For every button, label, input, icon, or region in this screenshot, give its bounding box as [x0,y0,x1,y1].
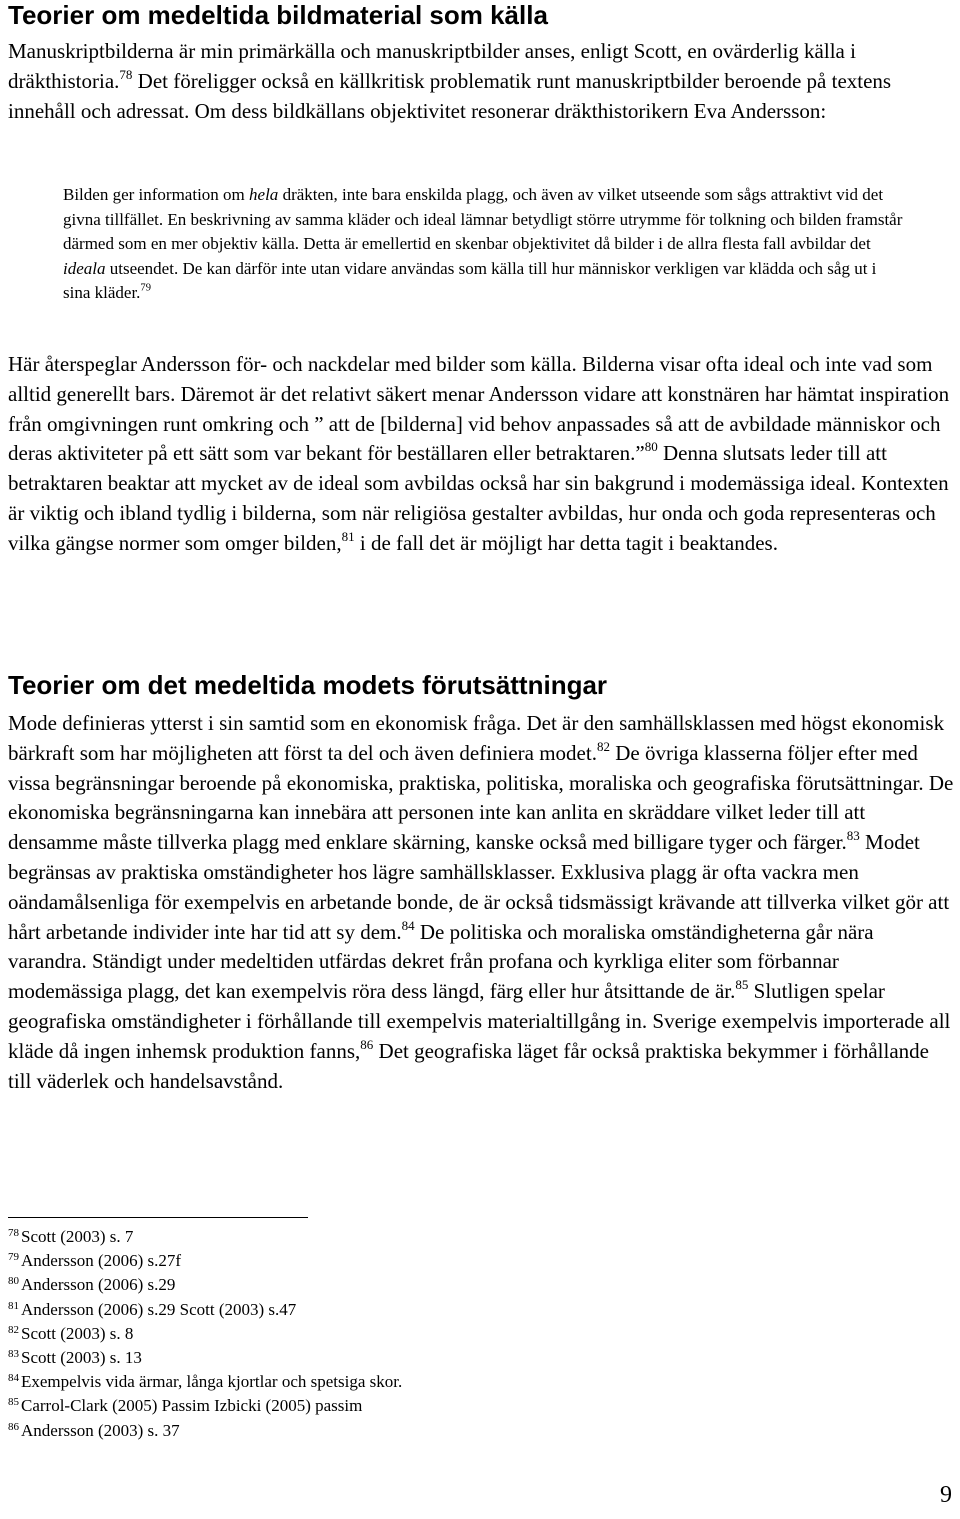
footnote-number: 85 [8,1396,19,1409]
footnote-ref-84: 84 [401,917,415,933]
footnote-text: Scott (2003) s. 13 [21,1348,142,1368]
footnote-item [8,1322,402,1346]
footnote-number: 84 [8,1372,19,1385]
footnote-text: Andersson (2006) s.27f [21,1251,182,1271]
footnote-number: 78 [8,1227,19,1239]
section-heading-bildmaterial: Teorier om medeltida bildmaterial som källa [8,0,548,30]
footnote-text: Scott (2003) s. 8 [21,1323,134,1343]
footnote-item [8,1249,402,1273]
quote-text: utseendet. De kan därför inte utan vidare användas som källa till hur människor verkligen var klädda och såg ut i sina kläder. [63,258,877,303]
quote-emphasis-hela: hela [249,185,279,204]
footnote-number: 83 [8,1348,19,1361]
quote-text: Bilden ger information om [63,185,250,204]
quote-text: dräkten, inte bara enskilda plagg, och även av vilket utseende som sågs attraktivt vid det givna tillfället. En beskrivning av samma kläder och ideal lämnar betydligt större utrymme för tolkning och bilden framstår därmed som en mer objektiv källa. Detta är emellertid en skenbar objektivitet då bilder i de allra flesta fall avbildar det [63,185,903,254]
paragraph-primary-source [8,37,954,126]
footnote-text: Andersson (2006) s.29 Scott (2003) s.47 [21,1299,297,1319]
footnote-item [8,1346,402,1370]
footnote-separator [8,1217,308,1218]
footnote-text: Carrol-Clark (2005) Passim Izbicki (2005) passim [21,1396,363,1416]
paragraph-text: Slutligen spelar geografiska omständigheter i förhållande till exempelvis materialtillgång in. Sverige exempelvis importerade all kläde då ingen inhemsk produktion fanns, [8,979,951,1063]
footnote-item [8,1273,402,1297]
paragraph-text: Här återspeglar Andersson för- och nackdelar med bilder som källa. Bilderna visar ofta ideal och inte vad som alltid generellt bars. Däremot är det relativt säkert menar Andersson vidare att konstnären har hämtat inspiration från omgivningen runt omkring och ” att de [bilderna] vid behov anpassades så att de avbildade människor och deras aktiviteter på ett sätt som var bekant för beställaren eller betraktaren.” [8,352,950,466]
footnote-number: 82 [8,1323,19,1336]
block-quote-andersson [63,183,905,306]
footnote-number: 81 [8,1299,19,1312]
footnote-number: 86 [8,1420,19,1433]
quote-emphasis-ideala: ideala [63,258,106,278]
paragraph-text: Mode definieras ytterst i sin samtid som en ekonomisk fråga. Det är den samhällsklassen med högst ekonomisk bärkraft som har möjligheten att först ta del och även definiera modet. [8,711,945,765]
paragraph-text: De övriga klasserna följer efter med vissa begränsningar beroende på ekonomiska, praktiska, politiska, moraliska och geografiska förutsättningar. De ekonomiska begränsningarna kan innebära att personen inte kan anlita en skräddare vilket leder till att densamme måste tillverka plagg med enklare skärning, kanske också med billigare tyger och färger. [8,740,954,855]
paragraph-text: Det föreligger också en källkritisk problematik runt manuskriptbilder beroende på textens innehåll och adressat. Om dess bildkällans objektivitet resonerar dräkthistorikern Eva Andersson: [8,68,892,123]
section-heading-modets-forutsattningar: Teorier om det medeltida modets förutsättningar [8,670,608,700]
footnote-ref-86: 86 [360,1036,374,1052]
paragraph-text: De politiska och moraliska omständigheterna går nära varandra. Ständigt under medeltiden utfärdas dekret från profana och kyrkliga eliter som förbannar modemässiga plagg, det kan exempelvis röra dess längd, färg eller hur åtsittande de är. [8,919,874,1004]
footnote-number: 79 [8,1251,19,1264]
footnote-item [8,1370,402,1394]
footnote-list [8,1225,402,1443]
footnote-text: Andersson (2003) s. 37 [21,1420,180,1440]
footnote-item [8,1298,402,1322]
footnote-ref-83: 83 [846,828,860,844]
paragraph-text: Det geografiska läget får också praktiska bekymmer i förhållande till väderlek och handelsavstånd. [8,1038,929,1093]
paragraph-fashion-economics [8,709,954,1096]
paragraph-text: Manuskriptbilderna är min primärkälla och manuskriptbilder anses, enligt Scott, en ovärderlig källa i dräkthistoria. [8,39,856,93]
footnote-item [8,1394,402,1418]
footnote-text: Scott (2003) s. 7 [21,1227,134,1246]
footnote-number: 80 [8,1275,19,1288]
footnote-ref-81: 81 [341,528,355,544]
paragraph-text: Denna slutsats leder till att betraktaren beaktar att mycket av de ideal som avbildas också har sin bakgrund i modemässiga ideal. Kontexten är viktig och ibland tydlig i bilderna, som när religiösa gestalter avbildas, hur onda och goda representeras och vilka gängse normer som omger bilden, [8,441,949,555]
page-number: 9 [940,1482,952,1508]
footnote-ref-78: 78 [119,66,133,82]
footnote-text: Exempelvis vida ärmar, långa kjortlar och spetsiga skor. [21,1372,403,1392]
footnote-ref-82: 82 [596,738,610,754]
footnote-item [8,1419,402,1443]
footnote-ref-79: 79 [140,283,151,294]
footnote-ref-80: 80 [644,439,658,455]
paragraph-andersson-analysis [8,350,954,559]
footnote-text: Andersson (2006) s.29 [21,1275,176,1295]
paragraph-text: Modet begränsas av praktiska omständigheter hos lägre samhällsklasser. Exklusiva plagg är ofta vackra men oändamålsenliga för exempelvis en arbetande bonde, de är också tidsmässigt krävande att tillverka vilket gör att hårt arbetande individer inte har tid att sy dem. [8,830,950,944]
footnote-item [8,1225,402,1249]
footnote-ref-85: 85 [735,977,749,993]
paragraph-text: i de fall det är möjligt har detta tagit i beaktandes. [354,530,778,555]
